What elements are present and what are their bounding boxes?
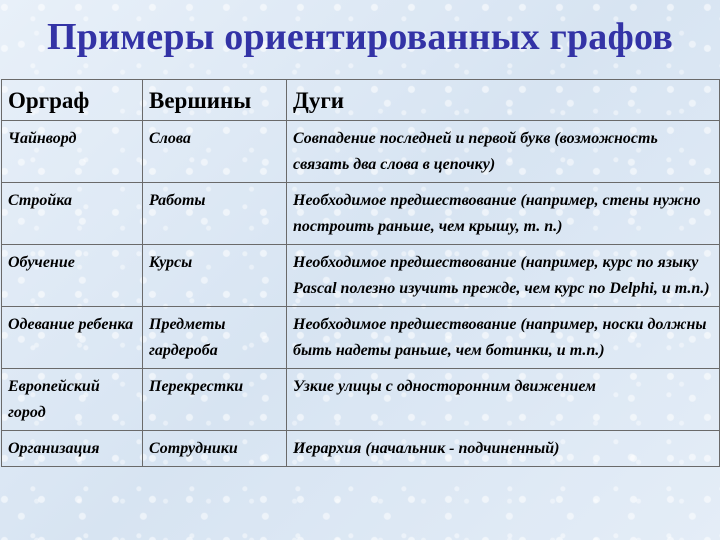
cell-arcs: Совпадение последней и первой букв (возможность связать два слова в цепочку) <box>287 121 720 183</box>
cell-arcs: Иерархия (начальник - подчиненный) <box>287 431 720 467</box>
cell-vertices: Предметы гардероба <box>143 307 287 369</box>
table-row <box>2 245 720 307</box>
cell-vertices: Курсы <box>143 245 287 307</box>
header-arcs: Дуги <box>287 80 720 121</box>
cell-vertices: Перекрестки <box>143 369 287 431</box>
cell-arcs: Необходимое предшествование (например, курс по языку Pascal полезно изучить прежде, чем курс по Delphi, и т.п.) <box>287 245 720 307</box>
cell-arcs: Необходимое предшествование (например, стены нужно построить раньше, чем крышу, т. п.) <box>287 183 720 245</box>
table-row <box>2 307 720 369</box>
cell-digraph: Чайнворд <box>2 121 143 183</box>
table-row <box>2 121 720 183</box>
cell-digraph: Европейский город <box>2 369 143 431</box>
cell-digraph: Организация <box>2 431 143 467</box>
cell-digraph: Обучение <box>2 245 143 307</box>
cell-vertices: Слова <box>143 121 287 183</box>
digraph-examples-table <box>1 79 720 467</box>
header-vertices: Вершины <box>143 80 287 121</box>
cell-digraph: Стройка <box>2 183 143 245</box>
cell-vertices: Работы <box>143 183 287 245</box>
table-row <box>2 369 720 431</box>
cell-digraph: Одевание ребенка <box>2 307 143 369</box>
cell-arcs: Узкие улицы с односторонним движением <box>287 369 720 431</box>
table-row <box>2 183 720 245</box>
cell-arcs: Необходимое предшествование (например, носки должны быть надеты раньше, чем ботинки, и т.п.) <box>287 307 720 369</box>
cell-vertices: Сотрудники <box>143 431 287 467</box>
header-digraph: Орграф <box>2 80 143 121</box>
page-title: Примеры ориентированных графов <box>47 16 673 58</box>
table-row <box>2 431 720 467</box>
table-header-row <box>2 80 720 121</box>
